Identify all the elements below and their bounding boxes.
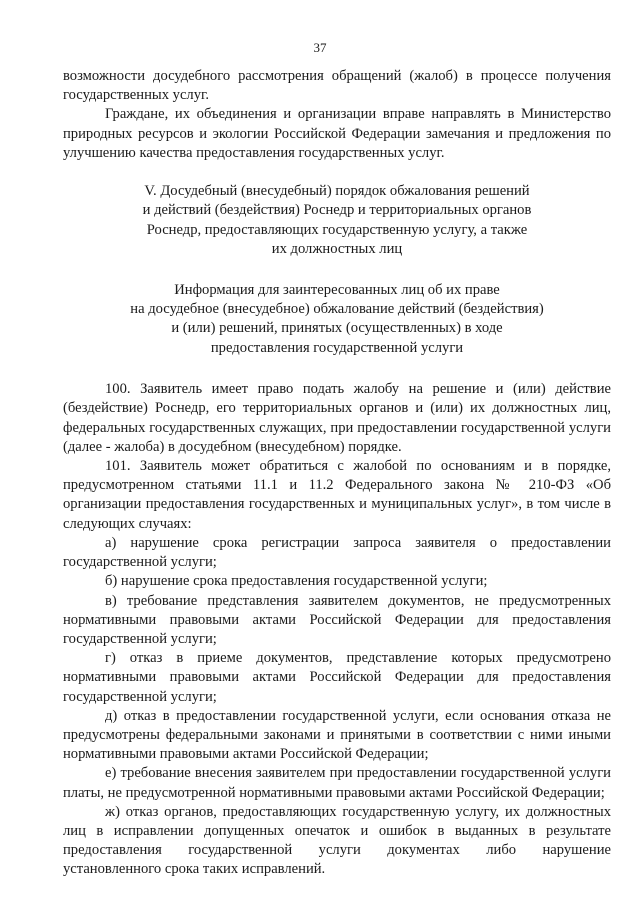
intro-paragraph-continuation: возможности досудебного рассмотрения обращений (жалоб) в процессе получения государственных услуг. bbox=[63, 68, 611, 104]
list-item-zh-line: ж) отказ органов, предоставляющих государственную услугу, их должностных bbox=[105, 803, 611, 820]
subsection-title-line: Информация для заинтересованных лиц об их праве bbox=[174, 281, 500, 298]
section-title-line: Роснедр, предоставляющих государственную услугу, а также bbox=[146, 221, 528, 238]
list-item-zh-line: установленного срока таких исправлений. bbox=[63, 861, 326, 878]
list-item-zh-line: предоставления государственной услуги документах либо нарушение bbox=[63, 842, 611, 859]
list-item-b: б) нарушение срока предоставления государственной услуги; bbox=[105, 573, 488, 590]
subsection-title-line: на досудебное (внесудебное) обжалование действий (бездействия) bbox=[130, 301, 544, 318]
subsection-title bbox=[63, 281, 611, 359]
section-title-line: их должностных лиц bbox=[271, 241, 403, 258]
list-item-d: д) отказ в предоставлении государственной услуги, если основания отказа не предусмотрены федеральными законами и принятыми в соответствии с ними иными нормативными правовыми актами Российской Федерации; bbox=[63, 707, 611, 763]
list-item-zh bbox=[63, 803, 611, 880]
list-item-e: е) требование внесения заявителем при предоставлении государственной услуги платы, не предусмотренной нормативными правовыми актами Российской Федерации; bbox=[63, 765, 611, 801]
page-number: 37 bbox=[313, 40, 327, 55]
paragraph-100: 100. Заявитель имеет право подать жалобу на решение и (или) действие (бездействие) Роснедр, его территориальных органов и (или) их должностных лиц, федеральных государственных служащих, при предоставлении государственной услуги (далее - жалоба) в досудебном (внесудебном) порядке. bbox=[63, 381, 611, 455]
list-item-a: а) нарушение срока регистрации запроса заявителя о предоставлении государственной услуги; bbox=[63, 534, 611, 571]
list-item-g: г) отказ в приеме документов, представление которых предусмотрено нормативными правовыми актами Российской Федерации для предоставления государственной услуги; bbox=[63, 650, 611, 705]
intro-paragraph-citizens: Граждане, их объединения и организации вправе направлять в Министерство природных ресурсов и экологии Российской Федерации замечания и предложения по улучшению качества предоставления государственных услуг. bbox=[63, 106, 611, 161]
subsection-title-line: предоставления государственной услуги bbox=[210, 339, 464, 356]
list-item-v: в) требование представления заявителем документов, не предусмотренных нормативными правовыми актами Российской Федерации для предоставления государственной услуги; bbox=[63, 592, 611, 647]
section-title-line: V. Досудебный (внесудебный) порядок обжалования решений bbox=[144, 183, 530, 200]
list-item-zh-line: лиц в исправлении допущенных опечаток и ошибок в выданных в результате bbox=[63, 822, 611, 839]
document-body bbox=[63, 67, 611, 880]
paragraph-101: 101. Заявитель может обратиться с жалобой по основаниям и в порядке, предусмотренном статьями 11.1 и 11.2 Федерального закона № 210-ФЗ «Об организации предоставления государственных и муниципальных услуг», в том числе в следующих случаях: bbox=[63, 458, 611, 532]
section-title bbox=[63, 182, 611, 260]
subsection-title-line: и (или) решений, принятых (осуществленных) в ходе bbox=[171, 320, 503, 337]
section-title-line: и действий (бездействия) Роснедр и территориальных органов bbox=[142, 202, 532, 219]
